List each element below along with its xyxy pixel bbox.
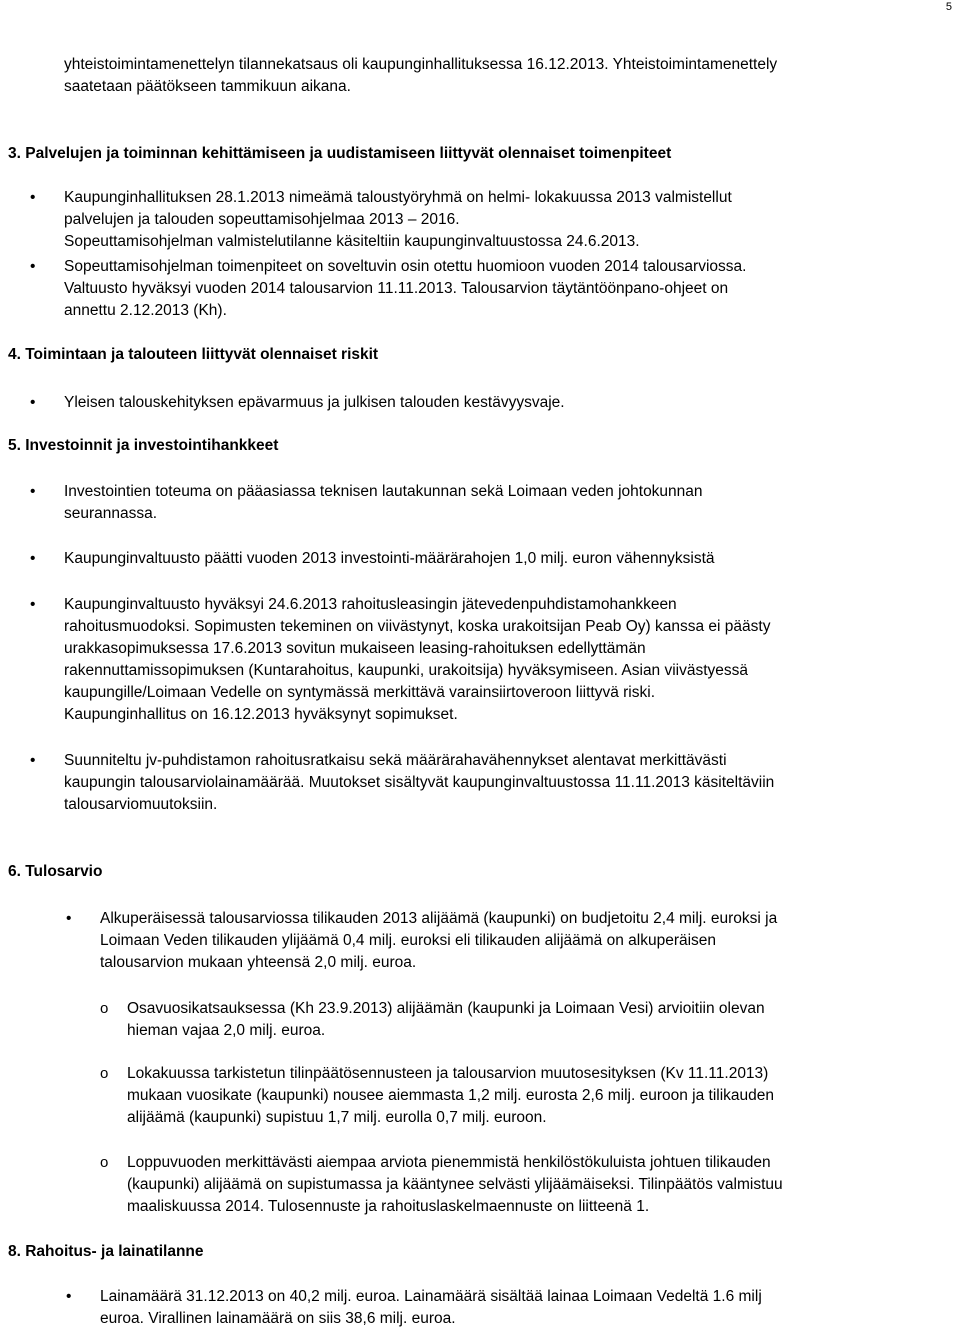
text-line: mukaan vuosikate (kaupunki) nousee aiemmasta 1,2 milj. eurosta 2,6 milj. euroon ja tilikauden xyxy=(127,1087,775,1104)
bullet-marker: • xyxy=(30,596,36,613)
text-line: maaliskuussa 2014. Tulosennuste ja rahoituslaskelmaennuste on liitteenä 1. xyxy=(127,1198,650,1215)
text-line: Loppuvuoden merkittävästi aiempaa arviota pienemmistä henkilöstökuluista johtuen tilikauden xyxy=(127,1154,771,1171)
text-line: Loimaan Veden tilikauden ylijäämä 0,4 milj. euroksi eli tilikauden alijäämä on alkuperäisen xyxy=(100,932,717,949)
intro-paragraph xyxy=(64,54,777,98)
section-heading-8: 8. Rahoitus- ja lainatilanne xyxy=(8,1243,204,1260)
text-line: Valtuusto hyväksyi vuoden 2014 talousarvion 11.11.2013. Talousarvion täytäntöönpano-ohjeet on xyxy=(64,280,729,297)
text-line: talousarvion mukaan yhteensä 2,0 milj. euroa. xyxy=(100,954,417,971)
text-line: yhteistoimintamenettelyn tilannekatsaus oli kaupunginhallituksessa 16.12.2013. Yhteistoimintamenettely xyxy=(64,56,778,73)
text-line: alijäämä (kaupunki) supistuu 1,7 milj. eurolla 0,7 milj. euroon. xyxy=(127,1109,547,1126)
text-line: Kaupunginvaltuusto hyväksyi 24.6.2013 rahoitusleasingin jätevedenpuhdistamohankkeen xyxy=(64,596,677,613)
sub-bullet-marker: o xyxy=(100,1065,109,1082)
sub-bullet-marker: o xyxy=(100,1154,109,1171)
text-line: euroa. Virallinen lainamäärä on siis 38,6 milj. euroa. xyxy=(100,1310,456,1327)
section-heading-6: 6. Tulosarvio xyxy=(8,863,103,880)
text-line: Kaupunginvaltuusto päätti vuoden 2013 investointi-määrärahojen 1,0 milj. euron vähennyksistä xyxy=(64,550,715,567)
bullet-marker: • xyxy=(30,189,36,206)
bullet-marker: • xyxy=(30,550,36,567)
text-line: Lokakuussa tarkistetun tilinpäätösennusteen ja talousarvion muutosesityksen (Kv 11.11.2013) xyxy=(127,1065,769,1082)
section-heading-4: 4. Toimintaan ja talouteen liittyvät olennaiset riskit xyxy=(8,346,379,363)
text-line: urakkasopimuksessa 17.6.2013 sovitun mukaiseen leasing-rahoituksen edellyttämän xyxy=(64,640,646,657)
bullet-marker: • xyxy=(30,394,36,411)
section-heading-5: 5. Investoinnit ja investointihankkeet xyxy=(8,437,279,454)
text-line: Osavuosikatsauksessa (Kh 23.9.2013) alijäämän (kaupunki ja Loimaan Vesi) arvioitiin olevan xyxy=(127,1000,765,1017)
text-line: (kaupunki) alijäämä on supistumassa ja kääntynee selvästi ylijäämäiseksi. Tilinpäätös valmistuu xyxy=(127,1176,783,1193)
text-line: hieman vajaa 2,0 milj. euroa. xyxy=(127,1022,326,1039)
text-line: rahoitusmuodoksi. Sopimusten tekeminen on viivästynyt, koska urakoitsijan Peab Oy) kanssa ei päästy xyxy=(64,618,771,635)
text-line: Suunniteltu jv-puhdistamon rahoitusratkaisu sekä määrärahavähennykset alentavat merkittävästi xyxy=(64,752,727,769)
text-line: palvelujen ja talouden sopeuttamisohjelmaa 2013 – 2016. xyxy=(64,211,460,228)
text-line: saatetaan päätökseen tammikuun aikana. xyxy=(64,78,351,95)
bullet-marker: • xyxy=(30,258,36,275)
text-line: kaupungille/Loimaan Vedelle on syntymässä merkittävä varainsiirtoveroon liittyvä riski. xyxy=(64,684,655,701)
text-line: kaupungin talousarviolainamäärää. Muutokset sisältyvät kaupunginvaltuustossa 11.11.2013 käsiteltäviin xyxy=(64,774,775,791)
text-line: Yleisen talouskehityksen epävarmuus ja julkisen talouden kestävyysvaje. xyxy=(64,394,565,411)
text-line: Kaupunginhallituksen 28.1.2013 nimeämä taloustyöryhmä on helmi- lokakuussa 2013 valmistellut xyxy=(64,189,732,206)
bullet-marker: • xyxy=(66,1288,72,1305)
text-line: Kaupunginhallitus on 16.12.2013 hyväksynyt sopimukset. xyxy=(64,706,458,723)
sub-bullet-marker: o xyxy=(100,1000,109,1017)
text-line: Investointien toteuma on pääasiassa teknisen lautakunnan sekä Loimaan veden johtokunnan xyxy=(64,483,703,500)
bullet-marker: • xyxy=(66,910,72,927)
text-line: talousarviomuutoksiin. xyxy=(64,796,218,813)
page-number: 5 xyxy=(945,1,952,13)
text-line: Sopeuttamisohjelman valmistelutilanne käsiteltiin kaupunginvaltuustossa 24.6.2013. xyxy=(64,233,640,250)
text-line: Lainamäärä 31.12.2013 on 40,2 milj. euroa. Lainamäärä sisältää lainaa Loimaan Vedeltä 1.6 milj xyxy=(100,1288,762,1305)
text-line: rakennuttamissopimuksen (Kuntarahoitus, kaupunki, urakoitsija) hyväksymiseen. Asian viivästyessä xyxy=(64,662,749,679)
text-line: Alkuperäisessä talousarviossa tilikauden 2013 alijäämä (kaupunki) on budjetoitu 2,4 milj. euroksi ja xyxy=(100,910,778,927)
text-line: annettu 2.12.2013 (Kh). xyxy=(64,302,227,319)
bullet-marker: • xyxy=(30,483,36,500)
text-line: Sopeuttamisohjelman toimenpiteet on soveltuvin osin otettu huomioon vuoden 2014 talousarviossa. xyxy=(64,258,747,275)
section-heading-3: 3. Palvelujen ja toiminnan kehittämiseen ja uudistamiseen liittyvät olennaiset toimenpiteet xyxy=(8,145,672,162)
text-line: seurannassa. xyxy=(64,505,158,522)
bullet-marker: • xyxy=(30,752,36,769)
